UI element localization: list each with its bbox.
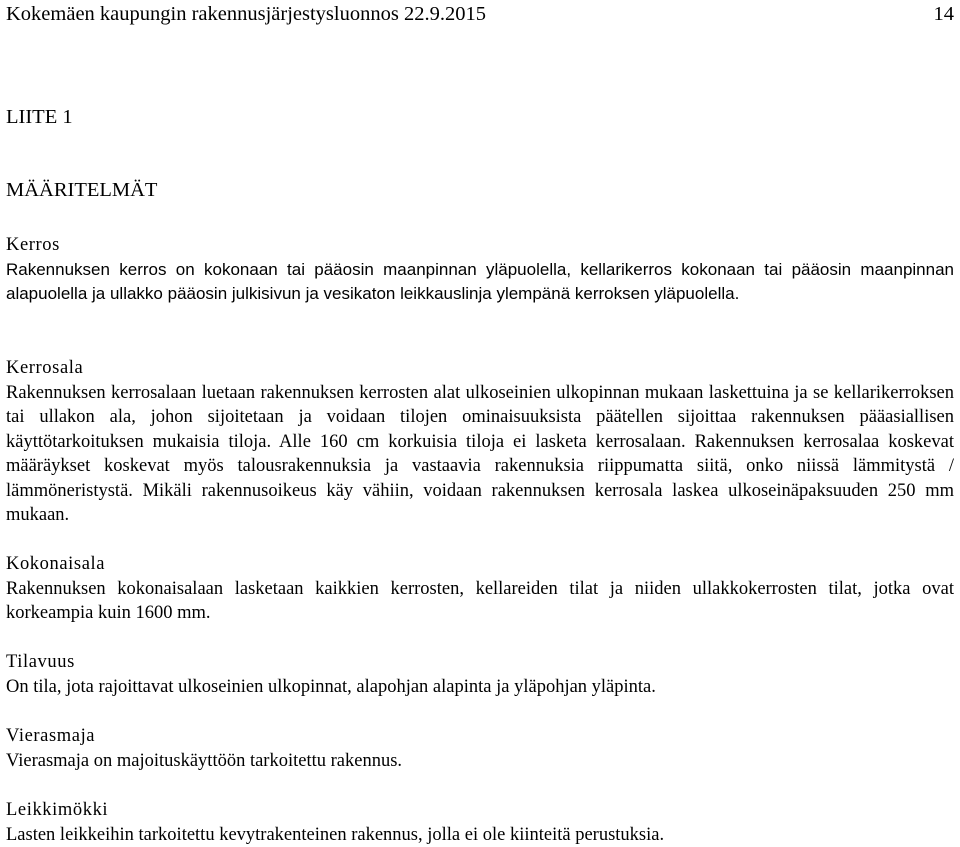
term-definition: Lasten leikkeihin tarkoitettu kevytrakenteinen rakennus, jolla ei ole kiinteitä perustuksia.: [6, 824, 665, 845]
term-name: Kerros: [6, 235, 60, 255]
term-definition: Rakennuksen kokonaisalaan lasketaan kaikkien kerrosten, kellareiden tilat ja niiden ullakkokerrosten tilat, jotka ovat korkeampia kuin 1600 mm.: [6, 578, 954, 623]
term-name: Vierasmaja: [6, 726, 96, 746]
term-kerros: [6, 233, 954, 307]
header-document-title: Kokemäen kaupungin rakennusjärjestysluonnos 22.9.2015: [6, 3, 486, 25]
term-kerrosala: [6, 356, 954, 528]
term-definition: Rakennuksen kerros on kokonaan tai pääosin maanpinnan yläpuolella, kellarikerros kokonaan tai pääosin maanpinnan alapuolella ja ullakko pääosin julkisivun ja vesikaton leikkauslinja ylempänä kerroksen yläpuolella.: [6, 259, 954, 303]
term-tilavuus: [6, 650, 954, 699]
appendix-label: LIITE 1: [6, 106, 73, 128]
term-leikkimokki: [6, 798, 954, 847]
term-kokonaisala: [6, 552, 954, 626]
term-name: Kokonaisala: [6, 554, 106, 574]
term-name: Leikkimökki: [6, 800, 109, 820]
term-name: Tilavuus: [6, 652, 75, 672]
term-definition: On tila, jota rajoittavat ulkoseinien ulkopinnat, alapohjan alapinta ja yläpohjan yläpinta.: [6, 676, 656, 697]
term-vierasmaja: [6, 724, 954, 773]
header-page-number: 14: [933, 3, 954, 25]
page-header: [6, 2, 954, 26]
term-definition: Vierasmaja on majoituskäyttöön tarkoitettu rakennus.: [6, 750, 403, 771]
term-name: Kerrosala: [6, 358, 84, 378]
definitions-title: MÄÄRITELMÄT: [6, 179, 158, 201]
term-definition: Rakennuksen kerrosalaan luetaan rakennuksen kerrosten alat ulkoseinien ulkopinnan mukaan laskettuina ja se kellarikerroksen tai ullakon ala, johon sijoitetaan ja voidaan tilojen ominaisuuksista päätellen sijoittaa rakennuksen pääasiallisen käyttötarkoituksen mukaisia tiloja. Alle 160 cm korkuisia tiloja ei lasketa kerrosalaan. Rakennuksen kerrosalaa koskevat määräykset koskevat myös talousrakennuksia ja vastaavia rakennuksia riippumatta siitä, onko niissä lämmitystä / lämmöneristystä. Mikäli rakennusoikeus käy vähiin, voidaan rakennuksen kerrosala laskea ulkoseinäpaksuuden 250 mm mukaan.: [6, 382, 954, 525]
